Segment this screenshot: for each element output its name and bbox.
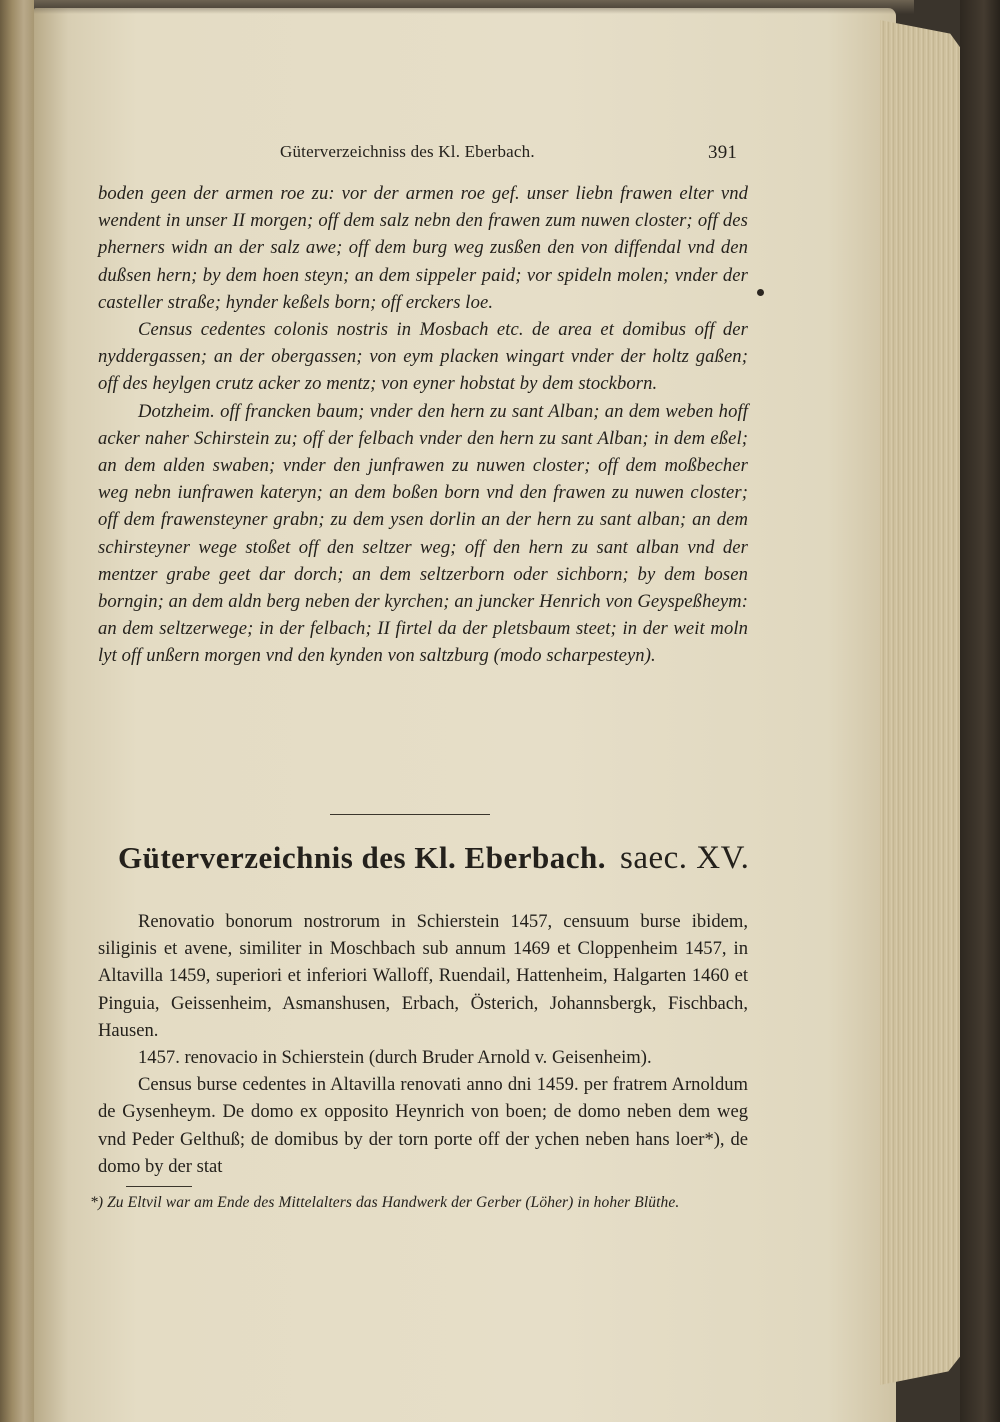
section-body <box>98 908 748 1180</box>
top-shadow <box>34 0 914 14</box>
paragraph-1: boden geen der armen roe zu: vor der armen roe gef. unser liebn frawen elter vnd wendent in unser II morgen; off dem salz nebn den frawen zum nuwen closter; off des pherners widn an der salz awe; off dem burg weg zusßen den von diffendal vnd den dußsen hern; by dem hoen steyn; an dem sippeler paid; vor spideln molen; vnder der casteller straße; hynder keßels born; off erckers loe. <box>98 183 748 313</box>
section-paragraph-3: Census burse cedentes in Altavilla renovati anno dni 1459. per fratrem Arnoldum de Gysenheym. De domo ex opposito Heynrich von boen; de domo neben dem weg vnd Peder Gelthuß; de domibus by der torn porte off der ychen neben hans loer*), de domo by der stat <box>98 1074 748 1177</box>
paragraph-3: Dotzheim. off francken baum; vnder den hern zu sant Alban; an dem weben hoff acker naher Schirstein zu; off der felbach vnder den hern zu sant Alban; in dem eßel; an dem alden swaben; vnder den junfrawen zu nuwen closter; off dem moßbecher weg nebn iunfrawen kateryn; an dem boßen born vnd den frawen zu nuwen closter; off dem frawensteyner grabn; zu dem ysen dorlin an der hern zu sant alban; an dem schirsteyner wege stoßet off den seltzer weg; off den hern zu sant alban vnd der mentzer grabe geet dar dorch; an dem seltzerborn oder sichborn; by dem bosen borngin; an dem aldn berg neben der kyrchen; an juncker Henrich von Geyspeßheym: an dem seltzerwege; in der felbach; II firtel da der pletsbaum steet; in der weit moln lyt off unßern morgen vnd den kynden von saltzburg (modo scharpesteyn). <box>98 400 748 667</box>
section-heading <box>118 840 758 886</box>
section-century: saec. XV. <box>619 840 750 876</box>
paragraph-2: Census cedentes colonis nostris in Mosbach etc. de area et domibus off der nyddergassen; an der obergassen; von eym placken wingart vnder der holtz gaßen; off des heylgen crutz acker zo mentz; von eyner hobstat by dem stockborn. <box>98 319 748 395</box>
section-title: Güterverzeichnis des Kl. Eberbach. <box>118 840 606 875</box>
left-page-edge <box>0 0 34 1422</box>
page-fore-edge <box>880 20 970 1385</box>
page-number: 391 <box>708 142 738 163</box>
book-cover-edge <box>960 0 1000 1422</box>
ink-mark <box>757 289 764 296</box>
section-divider <box>330 814 490 815</box>
footnote <box>90 1192 740 1214</box>
section-paragraph-2: 1457. renovacio in Schierstein (durch Bruder Arnold v. Geisenheim). <box>138 1047 652 1069</box>
footnote-divider <box>126 1186 192 1187</box>
body-text <box>98 180 748 670</box>
section-paragraph-1: Renovatio bonorum nostrorum in Schierstein 1457, censuum burse ibidem, siliginis et avene, similiter in Moschbach sub annum 1469 et Cloppenheim 1457, in Altavilla 1459, superiori et inferiori Walloff, Ruendail, Hattenheim, Halgarten 1460 et Pinguia, Geissenheim, Asmanshusen, Erbach, Österich, Johannsbergk, Fischbach, Hausen. <box>98 911 748 1041</box>
footnote-text: *) Zu Eltvil war am Ende des Mittelalters das Handwerk der Gerber (Löher) in hoher Blüthe. <box>90 1194 680 1211</box>
running-header <box>280 142 760 166</box>
running-title: Güterverzeichniss des Kl. Eberbach. <box>280 142 535 161</box>
